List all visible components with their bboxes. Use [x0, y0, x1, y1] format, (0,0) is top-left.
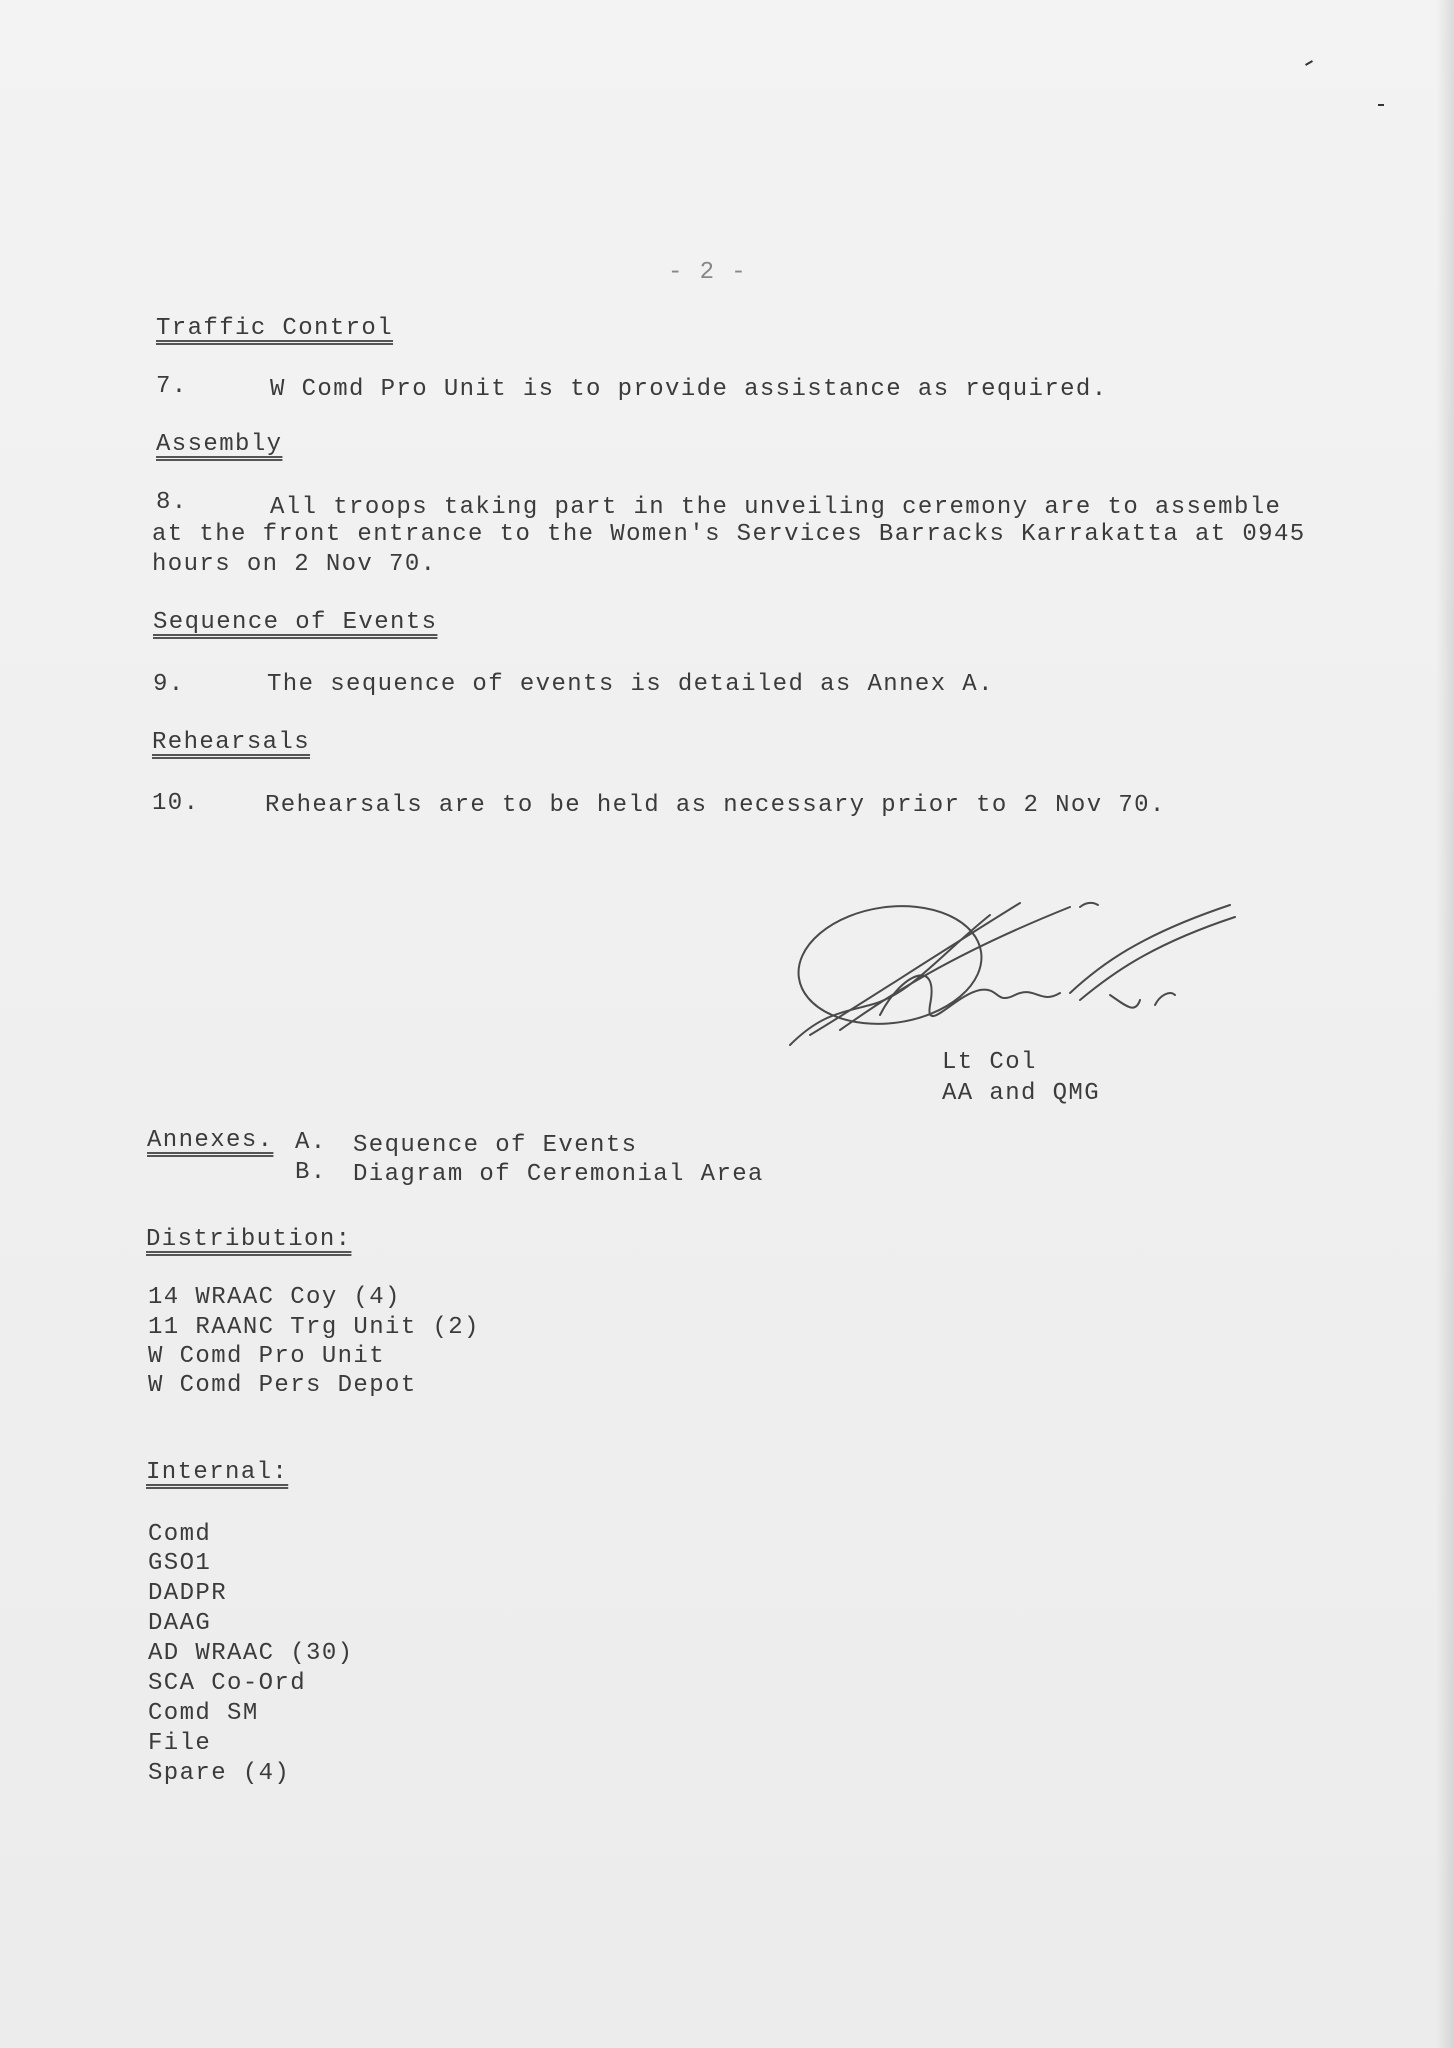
distribution-heading: Distribution:: [146, 1226, 352, 1253]
para-number-7: 7.: [156, 373, 188, 400]
internal-item: AD WRAAC (30): [148, 1640, 354, 1667]
para-8-line-2: at the front entrance to the Women's Services Barracks Karrakatta at 0945: [152, 521, 1306, 548]
signatory-appointment: AA and QMG: [942, 1080, 1101, 1107]
distribution-item: W Comd Pers Depot: [148, 1372, 417, 1399]
para-8-line-3: hours on 2 Nov 70.: [152, 551, 437, 578]
internal-item: DADPR: [148, 1580, 228, 1607]
distribution-item: W Comd Pro Unit: [148, 1343, 386, 1370]
para-9-text: The sequence of events is detailed as Annex A.: [267, 671, 994, 698]
page-number: - 2 -: [668, 259, 748, 286]
internal-item: Spare (4): [148, 1760, 291, 1787]
scan-mark: [1305, 60, 1313, 66]
scan-mark: [1378, 104, 1384, 106]
para-number-8: 8.: [156, 489, 188, 516]
internal-item: GSO1: [148, 1550, 212, 1577]
internal-item: Comd SM: [148, 1700, 259, 1727]
handwritten-signature: [780, 895, 1250, 1065]
distribution-item: 14 WRAAC Coy (4): [148, 1284, 401, 1311]
distribution-item: 11 RAANC Trg Unit (2): [148, 1314, 480, 1341]
internal-item: DAAG: [148, 1610, 212, 1637]
heading-traffic-control: Traffic Control: [156, 315, 394, 342]
annex-b-letter: B.: [295, 1159, 327, 1186]
para-8-line-1: All troops taking part in the unveiling ceremony are to assemble: [270, 494, 1282, 521]
heading-sequence-of-events: Sequence of Events: [153, 609, 438, 636]
internal-item: File: [148, 1730, 212, 1757]
para-10-text: Rehearsals are to be held as necessary prior to 2 Nov 70.: [265, 792, 1166, 819]
annex-b-title: Diagram of Ceremonial Area: [353, 1161, 764, 1188]
annex-a-letter: A.: [295, 1129, 327, 1156]
para-7-text: W Comd Pro Unit is to provide assistance as required.: [270, 376, 1108, 403]
annex-a-title: Sequence of Events: [353, 1132, 638, 1159]
signature-text: Smith: [880, 985, 883, 986]
para-number-10: 10.: [152, 790, 200, 817]
heading-rehearsals: Rehearsals: [152, 729, 311, 756]
heading-assembly: Assembly: [156, 431, 283, 458]
page-edge-shadow: [1436, 0, 1454, 2048]
annexes-label: Annexes.: [147, 1127, 274, 1154]
signatory-rank: Lt Col: [942, 1049, 1037, 1076]
internal-heading: Internal:: [146, 1459, 289, 1486]
para-number-9: 9.: [153, 671, 185, 698]
internal-item: SCA Co-Ord: [148, 1670, 307, 1697]
internal-item: Comd: [148, 1521, 212, 1548]
